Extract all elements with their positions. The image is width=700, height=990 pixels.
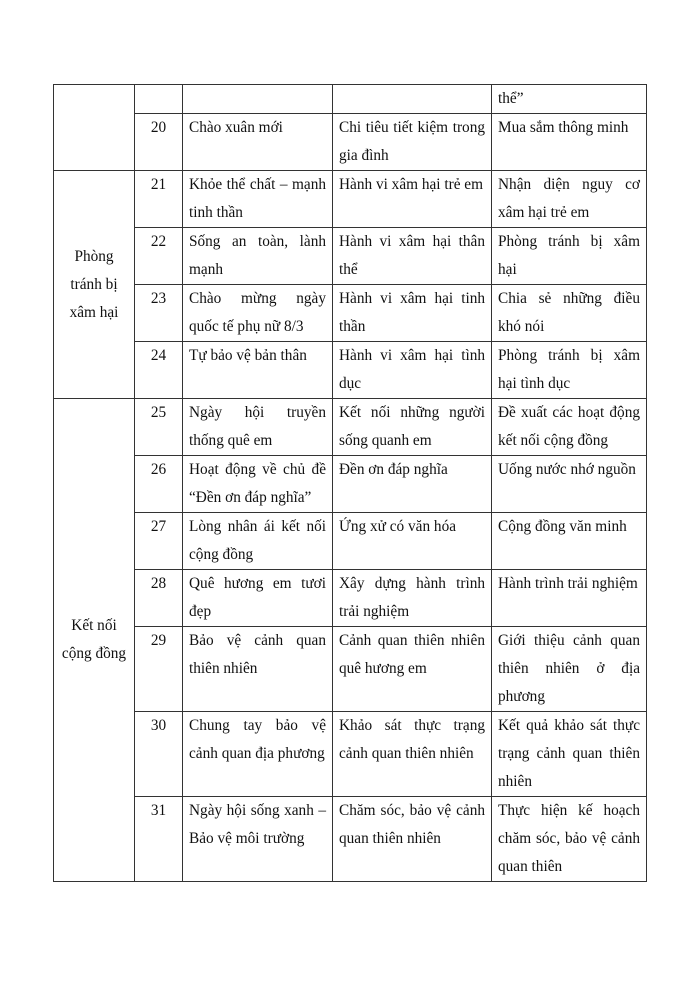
table-row [54, 797, 647, 882]
content-cell: Hành vi xâm hại tình dục [333, 342, 492, 399]
lesson-cell: Ngày hội sống xanh – Bảo vệ môi trường [183, 797, 333, 882]
activity-cell: Phòng tránh bị xâm hại tình dục [492, 342, 647, 399]
activity-table [53, 84, 647, 882]
table-row [54, 399, 647, 456]
table-row [54, 712, 647, 797]
lesson-cell [183, 85, 333, 114]
num-cell: 27 [135, 513, 183, 570]
content-cell: Đền ơn đáp nghĩa [333, 456, 492, 513]
content-cell: Chi tiêu tiết kiệm trong gia đình [333, 114, 492, 171]
table-row [54, 285, 647, 342]
content-cell: Hành vi xâm hại tinh thần [333, 285, 492, 342]
lesson-cell: Bảo vệ cảnh quan thiên nhiên [183, 627, 333, 712]
content-cell: Khảo sát thực trạng cảnh quan thiên nhiên [333, 712, 492, 797]
table-row [54, 85, 647, 114]
table-row [54, 114, 647, 171]
lesson-cell: Tự bảo vệ bản thân [183, 342, 333, 399]
num-cell: 20 [135, 114, 183, 171]
content-cell: Xây dựng hành trình trải nghiệm [333, 570, 492, 627]
lesson-cell: Sống an toàn, lành mạnh [183, 228, 333, 285]
table-row [54, 627, 647, 712]
num-cell: 23 [135, 285, 183, 342]
lesson-cell: Quê hương em tươi đẹp [183, 570, 333, 627]
lesson-cell: Ngày hội truyền thống quê em [183, 399, 333, 456]
activity-cell: Đề xuất các hoạt động kết nối cộng đồng [492, 399, 647, 456]
content-cell: Hành vi xâm hại trẻ em [333, 171, 492, 228]
num-cell: 26 [135, 456, 183, 513]
lesson-cell: Khỏe thể chất – mạnh tinh thần [183, 171, 333, 228]
num-cell: 30 [135, 712, 183, 797]
activity-cell: Kết quả khảo sát thực trạng cảnh quan thiên nhiên [492, 712, 647, 797]
activity-cell: Thực hiện kế hoạch chăm sóc, bảo vệ cảnh quan thiên [492, 797, 647, 882]
content-cell: Ứng xử có văn hóa [333, 513, 492, 570]
topic-cell: Phòng tránh bị xâm hại [54, 171, 135, 399]
num-cell: 31 [135, 797, 183, 882]
activity-cell: thể” [492, 85, 647, 114]
lesson-cell: Chào mừng ngày quốc tế phụ nữ 8/3 [183, 285, 333, 342]
num-cell [135, 85, 183, 114]
topic-cell [54, 85, 135, 171]
activity-cell: Chia sẻ những điều khó nói [492, 285, 647, 342]
table-row [54, 456, 647, 513]
activity-cell: Cộng đồng văn minh [492, 513, 647, 570]
table-row [54, 342, 647, 399]
activity-cell: Hành trình trải nghiệm [492, 570, 647, 627]
lesson-cell: Chào xuân mới [183, 114, 333, 171]
num-cell: 29 [135, 627, 183, 712]
num-cell: 24 [135, 342, 183, 399]
content-cell [333, 85, 492, 114]
num-cell: 25 [135, 399, 183, 456]
content-cell: Hành vi xâm hại thân thể [333, 228, 492, 285]
activity-cell: Giới thiệu cảnh quan thiên nhiên ở địa phương [492, 627, 647, 712]
lesson-cell: Lòng nhân ái kết nối cộng đồng [183, 513, 333, 570]
content-cell: Kết nối những người sống quanh em [333, 399, 492, 456]
activity-cell: Nhận diện nguy cơ xâm hại trẻ em [492, 171, 647, 228]
lesson-cell: Hoạt động về chủ đề “Đền ơn đáp nghĩa” [183, 456, 333, 513]
content-cell: Cảnh quan thiên nhiên quê hương em [333, 627, 492, 712]
table-row [54, 228, 647, 285]
activity-cell: Phòng tránh bị xâm hại [492, 228, 647, 285]
activity-cell: Mua sắm thông minh [492, 114, 647, 171]
topic-cell: Kết nối cộng đồng [54, 399, 135, 882]
table-row [54, 513, 647, 570]
num-cell: 21 [135, 171, 183, 228]
lesson-cell: Chung tay bảo vệ cảnh quan địa phương [183, 712, 333, 797]
table-row [54, 171, 647, 228]
num-cell: 28 [135, 570, 183, 627]
table-row [54, 570, 647, 627]
activity-cell: Uống nước nhớ nguồn [492, 456, 647, 513]
content-cell: Chăm sóc, bảo vệ cảnh quan thiên nhiên [333, 797, 492, 882]
num-cell: 22 [135, 228, 183, 285]
